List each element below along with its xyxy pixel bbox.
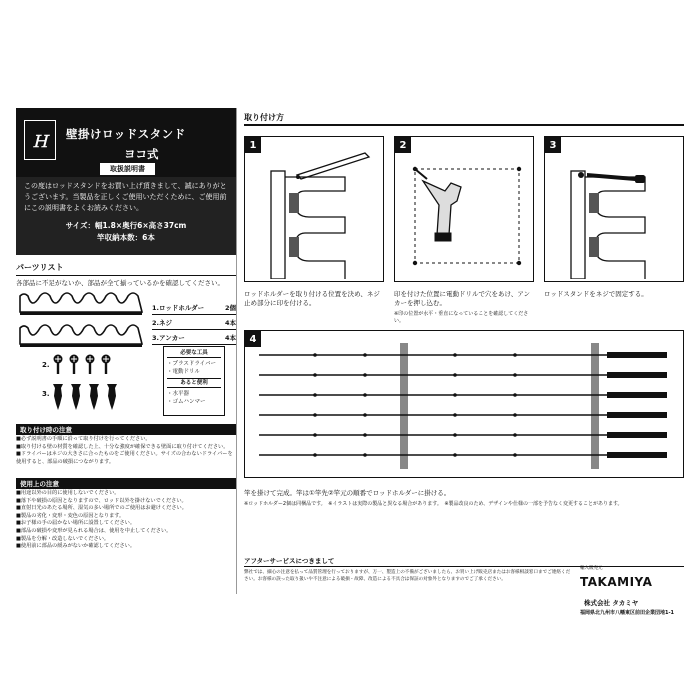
company-name: 株式会社 タカミヤ xyxy=(584,599,639,607)
company-block xyxy=(580,565,690,616)
step-4-number: 4 xyxy=(245,331,261,347)
install-heading: 取り付け方 xyxy=(244,113,284,122)
screw-label: 2. xyxy=(42,361,50,369)
step-1-illustration xyxy=(265,147,383,279)
parts-list-item xyxy=(152,315,236,330)
parts-note: 各部品に不足がないか、部品が全て揃っているかを確認してください。 xyxy=(16,279,224,287)
parts-list-item xyxy=(152,300,236,315)
install-heading-rule xyxy=(244,124,684,126)
step-2-number: 2 xyxy=(395,137,411,153)
step-2-text: 印を付けた位置に電動ドリルで穴をあけ、アンカーを押し込む。 xyxy=(394,290,530,307)
brand-name: TAKAMIYA xyxy=(580,575,653,589)
header-band xyxy=(16,108,236,177)
caution-item: ■用途以外の目的に使用しないでください。 xyxy=(16,490,120,496)
anchor-illustration xyxy=(50,382,124,412)
part-qty: 4本 xyxy=(224,319,236,327)
caution-item: ■必ず説明書の手順に沿って取り付けを行ってください。 xyxy=(16,436,151,442)
parts-list xyxy=(152,300,236,345)
install-caution-heading: 取り付け時の注意 xyxy=(16,424,236,435)
after-service-body: 弊社では、細心の注意を払って品質管理を行っておりますが、万一、製造上の不備がございましたら、お買い上げ販売店またはお客様相談窓口までご連絡ください。お客様の誤った取り扱いや不注意による破損・故障、改造による不具合は保証の対象外となりますのでご了承ください。 xyxy=(244,570,571,582)
size-spec: サイズ：幅1.8×奥行6×高さ37cm xyxy=(65,221,187,230)
part-qty: 2個 xyxy=(224,304,236,312)
product-title: 壁掛けロッドスタンド xyxy=(66,127,186,141)
step-3-text: ロッドスタンドをネジで固定する。 xyxy=(544,290,648,298)
anchor-label: 3. xyxy=(42,390,50,398)
step-2-note: ※印の位置が水平・垂直になっていることを確認してください。 xyxy=(394,311,529,324)
parts-list-item xyxy=(152,330,236,345)
step-1-text: ロッドホルダーを取り付ける位置を決め、ネジ止め部分に印を付ける。 xyxy=(244,290,380,307)
rod-holder-illustration xyxy=(18,292,150,354)
tool-item: ・電動ドリル xyxy=(167,369,201,375)
step-1-panel xyxy=(244,136,384,282)
step-3-panel xyxy=(544,136,684,282)
part-name: 1.ロッドホルダー xyxy=(152,304,205,312)
final-step-text: 竿を掛けて完成。竿は①竿先②竿元の順番でロッドホルダーに掛ける。 xyxy=(244,489,451,497)
part-qty: 4本 xyxy=(224,334,236,342)
product-subtitle: ヨコ式 xyxy=(124,147,159,161)
step-3-number: 3 xyxy=(545,137,561,153)
step-3-illustration xyxy=(565,147,683,279)
caution-item: ■ドライバーはネジの大きさに合ったものをご使用ください。サイズの合わないドライバーを使用すると、部品の破損につながります。 xyxy=(16,451,233,465)
caution-item: ■落下や破損の原因となりますので、ロッド以外を掛けないでください。 xyxy=(16,497,187,504)
intro-text: この度はロッドスタンドをお買い上げ頂きまして、誠にありがとうございます。当製品を正しくご使用いただくために、ご使用前にこの説明書をよくお読みください。 xyxy=(24,182,227,212)
company-address: 福岡県北九州市八幡東区前田企業団地1-1 xyxy=(580,610,675,616)
optional-tools-heading: あると便利 xyxy=(167,378,221,388)
caution-item: ■製品の劣化・変形・変色の原因となります。 xyxy=(16,512,125,519)
manual-badge: 取扱説明書 xyxy=(100,163,155,175)
use-caution-list xyxy=(16,490,236,551)
screw-illustration xyxy=(52,354,122,376)
caution-item: ■お子様の手の届かない場所に設置してください。 xyxy=(16,520,136,527)
capacity-spec: 竿収納本数：6本 xyxy=(97,233,155,242)
caution-item: ■部品の破損や変形が見られる場合は、使用を中止してください。 xyxy=(16,527,172,534)
tool-item: ・水平器 xyxy=(167,391,190,397)
final-step-note: ※ロッドホルダー2個は同梱品です。 ※イラストは実際の製品と異なる場合があります。 ※製品改良のため、デザインや仕様の一部を予告なく変更することがあります。 xyxy=(244,501,623,507)
brand-logo: Ｈ xyxy=(24,120,56,160)
caution-item: ■製品を分解・改造しないでください。 xyxy=(16,535,110,542)
part-name: 2.ネジ xyxy=(152,319,172,327)
importer-label: 輸入販売元 xyxy=(580,566,603,571)
step-2-panel xyxy=(394,136,534,282)
intro-box xyxy=(16,177,236,255)
tool-item: ・プラスドライバー xyxy=(167,361,217,367)
caution-item: ■直射日光のあたる場所、湿気の多い場所でのご使用はお避けください。 xyxy=(16,505,187,512)
install-caution-list xyxy=(16,436,236,466)
step-2-illustration xyxy=(405,157,531,269)
caution-item: ■使用前に部品の緩みがないか確認してください。 xyxy=(16,543,136,550)
tools-heading: 必要な工具 xyxy=(167,349,221,358)
tool-item: ・ゴムハンマー xyxy=(167,399,206,405)
step-1-number: 1 xyxy=(245,137,261,153)
use-caution-heading: 使用上の注意 xyxy=(16,478,236,489)
step-4-panel xyxy=(244,330,684,478)
part-name: 3.アンカー xyxy=(152,334,185,342)
caution-item: ■取り付ける壁の材質を確認した上、十分な強度が確保できる壁面に取り付けてください。 xyxy=(16,443,229,450)
column-divider xyxy=(236,108,237,594)
step-4-illustration xyxy=(255,339,675,473)
parts-heading: パーツリスト xyxy=(16,262,236,276)
tools-box xyxy=(163,346,225,416)
after-service-heading: アフターサービスにつきまして xyxy=(244,557,335,565)
